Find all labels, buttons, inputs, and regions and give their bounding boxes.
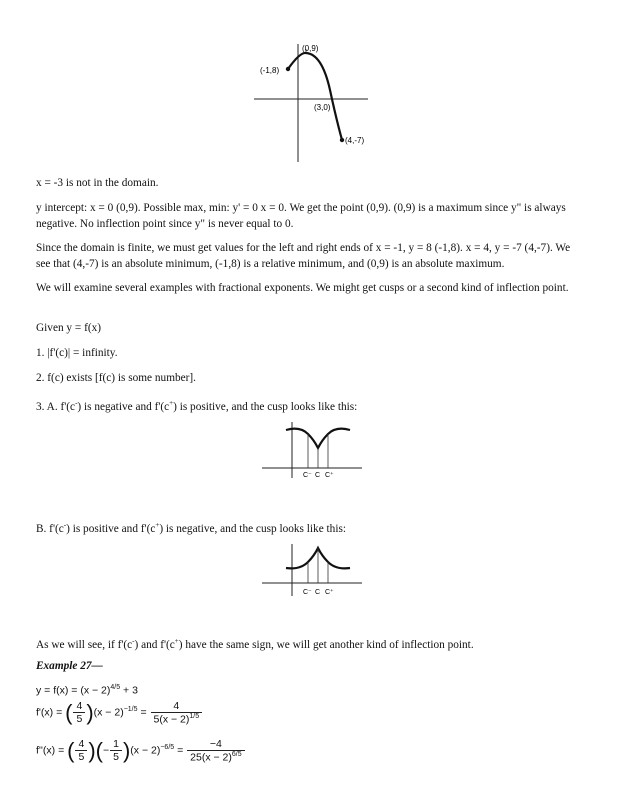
label-left-point: (-1,8)	[260, 66, 280, 75]
fractional-exponents-paragraph: We will examine several examples with fractional exponents. We might get cusps or a second kind of inflection point.	[36, 282, 569, 294]
equation-first-derivative: f'(x) = ( $\frac{4}{5}$ )$(x - 2)^{-1/5}$ = $\frac{4}{5(x - 2)^{1/5}}$	[36, 700, 203, 726]
finite-domain-paragraph: Since the domain is finite, we must get values for the left and right ends of x = -1, y = 8 (-1,8). x = 4, y = -7 (4,-7). We see that (4,-7) is an absolute minimum, (-1,8) is a relative minimum, and (0,9) is an absolute maximum.	[36, 242, 571, 270]
condition-3a: 3. A. f'(c-) is negative and f'(c+) is positive, and the cusp looks like this:	[36, 399, 358, 413]
point-right	[340, 138, 344, 142]
label-zero-point: (3,0)	[314, 103, 331, 112]
point-left	[286, 67, 290, 71]
equation-second-derivative: f''(x) = ( $\frac{4}{5}$ )(− $\frac{1}{5}$ )$(x - 2)^{-6/5}$ = $\frac{-4}{25(x - 2)^{6/5}}$	[36, 738, 246, 764]
condition-2: 2. f(c) exists [f(c) is some number].	[36, 372, 196, 384]
cusp-curve	[286, 429, 350, 448]
tick-c-minus: C⁻	[303, 472, 312, 479]
given-line: Given y = f(x)	[36, 322, 102, 334]
cusp-down-figure	[258, 418, 368, 498]
same-sign-paragraph: As we will see, if f'(c-) and f'(c+) have the same sign, we will get another kind of inflection point.	[36, 637, 474, 651]
tick-c: C	[315, 472, 321, 479]
tick-c-plus: C⁺	[325, 472, 334, 479]
equation-function: $y = f(x) = (x - 2)^{4/5} + 3$	[36, 684, 138, 697]
condition-3b: B. f'(c-) is positive and f'(c+) is negative, and the cusp looks like this:	[36, 521, 346, 535]
label-right-point: (4,-7)	[345, 136, 365, 145]
domain-note: x = -3 is not in the domain.	[36, 177, 159, 189]
curve	[288, 53, 342, 140]
condition-1: 1. |f'(c)| = infinity.	[36, 347, 118, 359]
function-graph	[250, 40, 380, 165]
tick-c-plus: C⁺	[325, 589, 334, 596]
cusp-up-figure	[258, 540, 368, 610]
intercept-paragraph: y intercept: x = 0 (0,9). Possible max, min: y' = 0 x = 0. We get the point (0,9). (0,9) is a maximum since y" is always negative. No inflection point since y" is never equal to 0.	[36, 202, 566, 230]
label-top-point: (0,9)	[302, 44, 319, 53]
tick-c-minus: C⁻	[303, 589, 312, 596]
example-title: Example 27—	[36, 660, 103, 672]
tick-c: C	[315, 589, 321, 596]
